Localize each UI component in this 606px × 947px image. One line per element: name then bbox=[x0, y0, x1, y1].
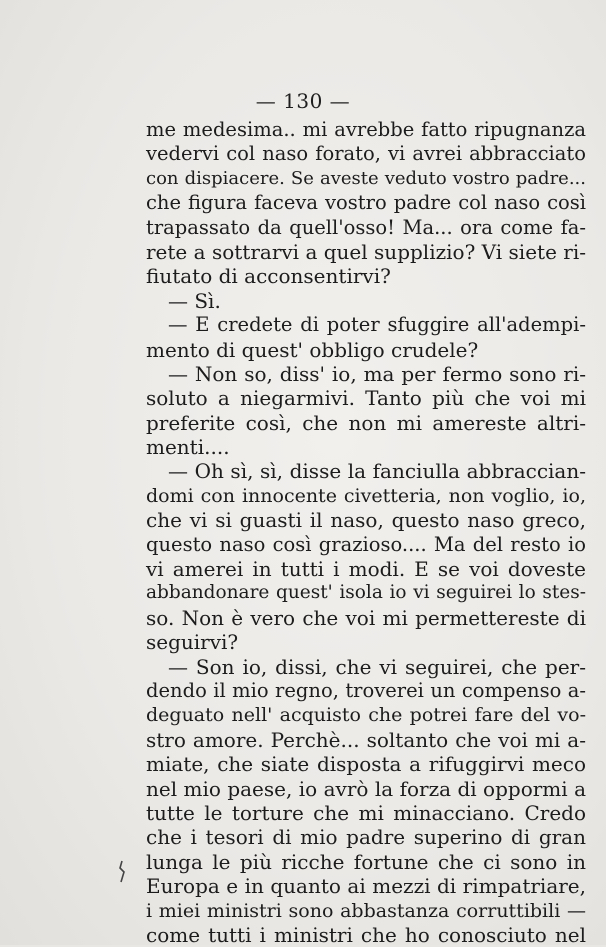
text-line: preferite così, che non mi amereste altri- bbox=[146, 410, 586, 435]
body-text bbox=[146, 118, 586, 947]
text-line: — E credete di poter sfuggire all'adempi- bbox=[168, 313, 586, 337]
text-line: che figura faceva vostro padre col naso così bbox=[146, 191, 586, 215]
text-line: che vi si guasti il naso, questo naso greco, bbox=[146, 508, 586, 533]
text-line: miate, che siate disposta a rifuggirvi meco bbox=[146, 752, 586, 777]
text-line: vedervi col naso forato, vi avrei abbracciato bbox=[146, 142, 586, 166]
text-line: come tutti i ministri che ho conosciuto nel bbox=[146, 922, 586, 947]
text-line: Europa e in quanto ai mezzi di rimpatriare, bbox=[146, 874, 586, 899]
text-line: dendo il mio regno, troverei un compenso a- bbox=[146, 678, 586, 702]
text-line: seguirvi? bbox=[146, 630, 239, 655]
text-line: soluto a niegarmivi. Tanto più che voi mi bbox=[146, 386, 586, 411]
text-line: mento di quest' obbligo crudele? bbox=[146, 337, 479, 362]
text-line: tutte le torture che mi minacciano. Credo bbox=[146, 800, 586, 825]
text-line: che i tesori di mio padre superino di gran bbox=[146, 825, 586, 850]
page-number: — 130 — bbox=[255, 89, 351, 113]
margin-mark bbox=[118, 860, 126, 884]
text-line: — Sì. bbox=[168, 288, 221, 313]
text-line: domi con innocente civetteria, non voglio, io, bbox=[146, 484, 586, 507]
text-line: — Non so, diss' io, ma per fermo sono ri- bbox=[168, 361, 586, 386]
text-line: i miei ministri sono abbastanza corruttibili — bbox=[146, 899, 586, 922]
text-line: so. Non è vero che voi mi permettereste di bbox=[146, 605, 586, 630]
text-line: fiutato di acconsentirvi? bbox=[146, 264, 391, 289]
text-line: me medesima.. mi avrebbe fatto ripugnanza bbox=[146, 118, 586, 141]
text-line: deguato nell' acquisto che potrei fare del vo- bbox=[146, 704, 586, 727]
text-line: abbandonare quest' isola io vi seguirei lo stes- bbox=[146, 582, 586, 604]
text-line: — Oh sì, sì, disse la fanciulla abbraccian- bbox=[168, 459, 586, 484]
text-line: menti.... bbox=[146, 435, 230, 460]
text-line: vi amerei in tutti i modi. E se voi doveste bbox=[146, 557, 586, 582]
text-line: rete a sottrarvi a quel supplizio? Vi siete ri- bbox=[146, 239, 586, 264]
text-line: nel mio paese, io avrò la forza di oppormi a bbox=[146, 776, 586, 801]
text-line: stro amore. Perchè... soltanto che voi mi a- bbox=[146, 727, 586, 752]
text-line: trapassato da quell'osso! Ma... ora come fa- bbox=[146, 215, 586, 239]
text-line: lunga le più ricche fortune che ci sono in bbox=[146, 849, 586, 874]
text-line: questo naso così grazioso.... Ma del resto io bbox=[146, 532, 586, 556]
text-line: — Son io, dissi, che vi seguirei, che per- bbox=[168, 654, 586, 679]
text-line: con dispiacere. Se aveste veduto vostro padre... bbox=[146, 167, 586, 189]
